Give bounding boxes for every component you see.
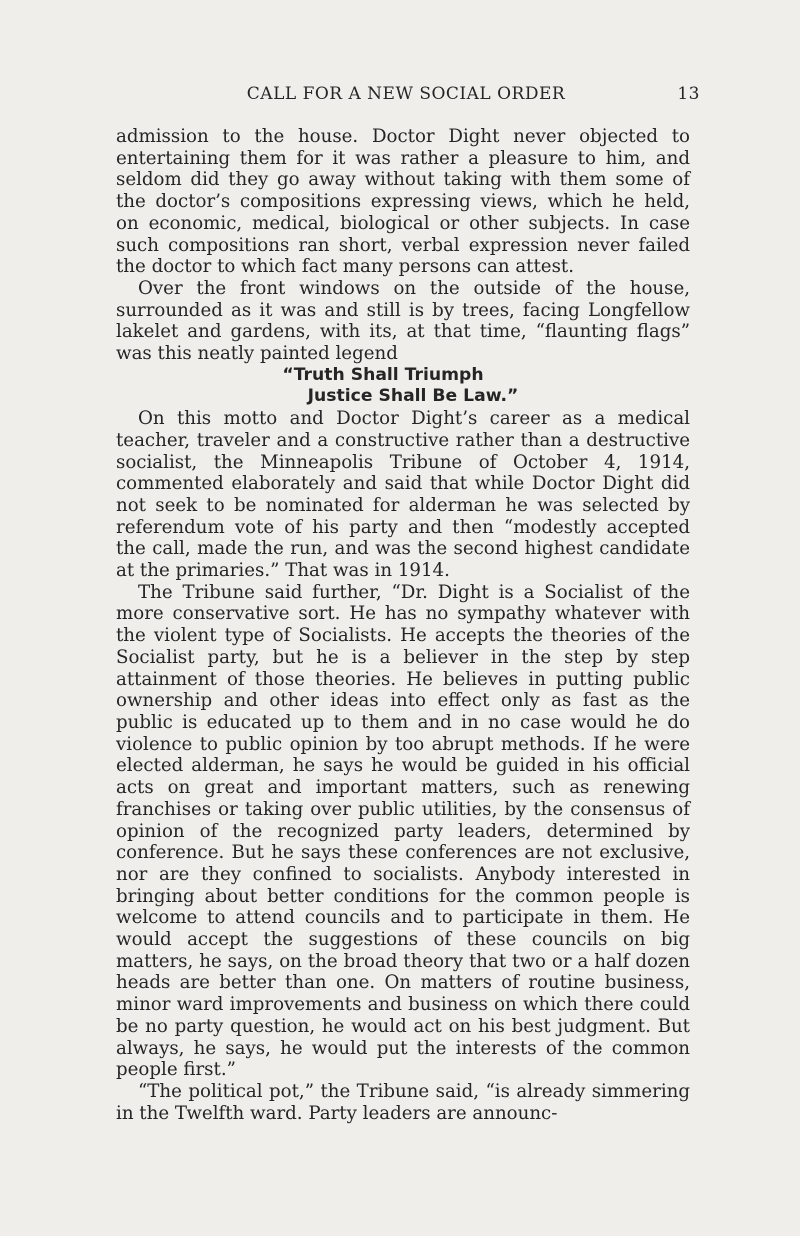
running-head [112, 84, 700, 108]
paragraph-4: The Tribune said further, “Dr. Dight is a Socialist of the more conservative sort. He has no sympathy whatever with the violent type of Socialists. He accepts the theories of the Socialist party, but he is a believer in the step by step attainment of those theories. He believes in putting public ownership and other ideas into effect only as fast as the public is educated up to them and in no case would he do violence to public opinion by too abrupt methods. If he were elected alderman, he says he would be guided in his official acts on great and important matters, such as renewing franchises or taking over public utilities, by the consensus of opinion of the recognized party leaders, determined by conference. But he says these conferences are not exclusive, nor are they confined to socialists. Anybody interested in bringing about better conditions for the common people is welcome to attend councils and to participate in them. He would accept the suggestions of these councils on big matters, he says, on the broad theory that two or a half dozen heads are better than one. On matters of routine business, minor ward improvements and business on which there could be no party question, he would act on his best judgment. But always, he says, he would put the interests of the common people first.” [116, 581, 690, 1081]
body-text [116, 126, 690, 1124]
legend-motto [116, 365, 690, 408]
paragraph-5: “The political pot,” the Tribune said, “is already simmering in the Twelfth ward. Party leaders are announc- [116, 1080, 690, 1124]
page-number: 13 [677, 84, 700, 104]
paragraph-3: On this motto and Doctor Dight’s career as a medical teacher, traveler and a constructive rather than a destructive socialist, the Minneapolis Tribune of October 4, 1914, commented elaborately and said that while Doctor Dight did not seek to be nominated for alderman he was selected by referendum vote of his party and then “modestly accepted the call, made the run, and was the second highest candidate at the primaries.” That was in 1914. [116, 408, 690, 582]
paragraph-1: admission to the house. Doctor Dight never objected to entertaining them for it was rather a pleasure to him, and seldom did they go away without taking with them some of the doctor’s compositions expressing views, which he held, on economic, medical, biological or other subjects. In case such compositions ran short, verbal expression never failed the doctor to which fact many persons can attest. [116, 126, 690, 278]
legend-line-1: “Truth Shall Triumph [282, 364, 484, 385]
running-title: CALL FOR A NEW SOCIAL ORDER [246, 84, 566, 104]
legend-line-2: Justice Shall Be Law.” [307, 386, 519, 407]
paragraph-2: Over the front windows on the outside of the house, surrounded as it was and still is by trees, facing Longfellow lakelet and gardens, with its, at that time, “flaunting flags” was this neatly painted legend [116, 277, 690, 365]
